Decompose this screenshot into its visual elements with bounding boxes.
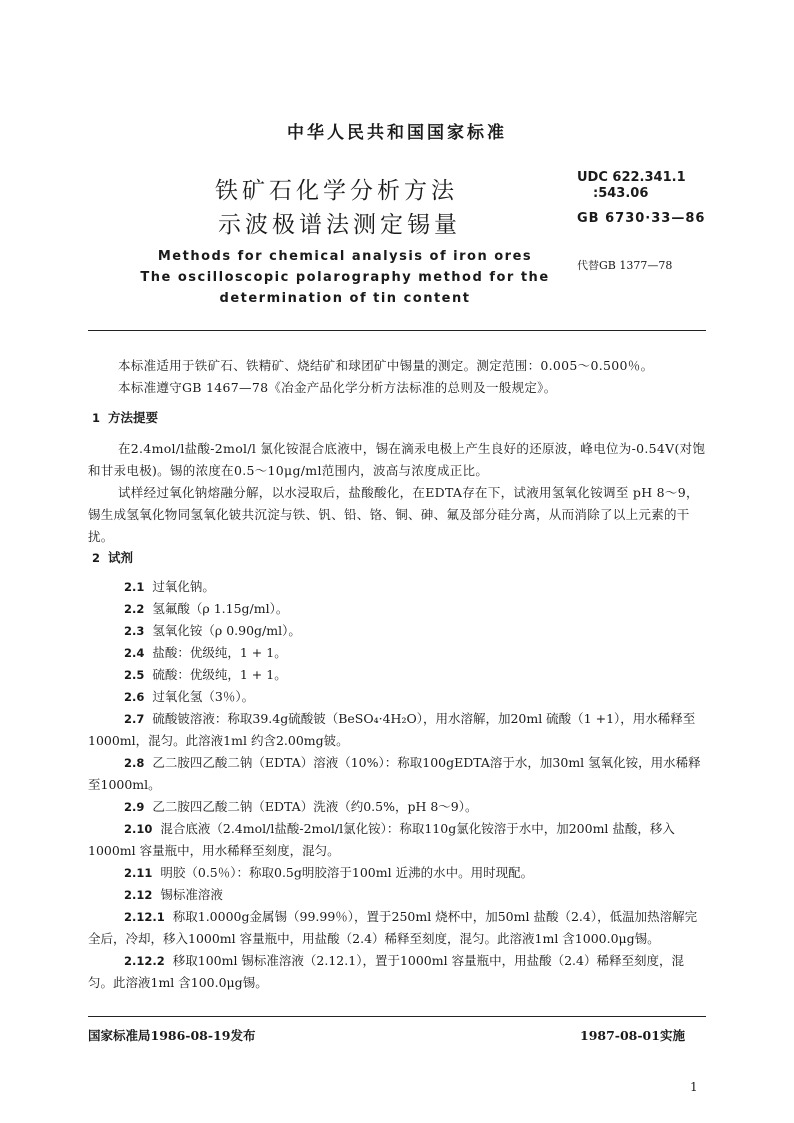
reagent-item	[88, 950, 706, 994]
reagent-item	[88, 862, 706, 884]
reagent-item	[88, 708, 706, 752]
reagent-text: 氢氟酸（ρ 1.15g/ml）。	[152, 601, 289, 616]
standard-header: 中华人民共和国国家标准	[287, 123, 507, 143]
reagent-item	[88, 752, 706, 796]
reagent-number: 2.8	[124, 756, 145, 770]
udc-code	[577, 170, 686, 202]
reagent-item	[88, 576, 706, 598]
page-number: 1	[690, 1080, 698, 1094]
reagent-number: 2.4	[124, 646, 145, 660]
reagent-number: 2.3	[124, 624, 145, 638]
issued-date: 国家标准局1986-08-19发布	[88, 1028, 256, 1043]
effective-date: 1987-08-01实施	[580, 1028, 685, 1043]
reagent-text: 氢氧化铵（ρ 0.90g/ml）。	[152, 623, 301, 638]
reagent-item	[88, 642, 706, 664]
reagent-number: 2.12	[124, 888, 153, 902]
section1-title: 方法提要	[108, 410, 159, 425]
section1-paragraph2: 试样经过氧化钠熔融分解，以水浸取后，盐酸酸化，在EDTA存在下，试液用氢氧化铵调至 pH 8～9，锡生成氢氧化物同氢氧化铍共沉淀与铁、钒、铅、铬、铜、砷、氟及部分硅分离，从而消除了以上元素的干扰。	[88, 485, 699, 544]
reagent-number: 2.2	[124, 602, 145, 616]
reagent-item	[88, 884, 706, 906]
reagent-text: 锡标准溶液	[160, 887, 223, 902]
reagent-text: 过氧化氢（3％）。	[152, 689, 255, 704]
reagent-text: 硫酸铍溶液：称取39.4g硫酸铍（BeSO₄·4H₂O），用水溶解，加20ml 硫酸（1 +1），用水稀释至1000ml，混匀。此溶液1ml 约含2.00mg铍。	[88, 711, 696, 748]
reagent-number: 2.12.2	[124, 954, 165, 968]
title-en-line3: determination of tin content	[219, 291, 471, 306]
section1-number: 1	[92, 411, 101, 425]
reagent-number: 2.5	[124, 668, 145, 682]
udc-line1: UDC 622.341.1	[577, 170, 686, 185]
reagent-number: 2.7	[124, 712, 145, 726]
section1-paragraph1: 在2.4mol/l盐酸-2mol/l 氯化铵混合底液中，锡在滴汞电极上产生良好的还原波，峰电位为-0.54V(对饱和甘汞电极)。锡的浓度在0.5～10μg/ml范围内，波高与浓度成正比。	[88, 441, 706, 478]
reagent-item	[88, 906, 706, 950]
title-en	[110, 246, 580, 309]
reagent-text: 明胶（0.5％）：称取0.5g明胶溶于100ml 近沸的水中。用时现配。	[160, 865, 534, 880]
reagent-text: 乙二胺四乙酸二钠（EDTA）洗液（约0.5%，pH 8～9）。	[152, 799, 478, 814]
reagent-text: 乙二胺四乙酸二钠（EDTA）溶液（10%）：称取100gEDTA溶于水，加30ml 氢氧化铵，用水稀释至1000ml。	[88, 755, 701, 792]
reagent-item	[88, 796, 706, 818]
reagent-text: 过氧化钠。	[152, 579, 215, 594]
reagent-number: 2.11	[124, 866, 153, 880]
section1-heading	[92, 408, 158, 426]
section2-title: 试剂	[108, 550, 134, 565]
reagent-number: 2.12.1	[124, 910, 165, 924]
reagent-item	[88, 598, 706, 620]
reagent-text: 移取100ml 锡标准溶液（2.12.1），置于1000ml 容量瓶中，用盐酸（2.4）稀释至刻度，混匀。此溶液1ml 含100.0μg锡。	[88, 953, 684, 990]
section2-number: 2	[92, 551, 101, 565]
reagent-text: 混合底液（2.4mol/l盐酸-2mol/l氯化铵）：称取110g氯化铵溶于水中，加200ml 盐酸，移入1000ml 容量瓶中，用水稀释至刻度，混匀。	[88, 821, 675, 858]
reagent-text: 盐酸：优级纯，1 + 1。	[152, 645, 287, 660]
reagent-item	[88, 818, 706, 862]
reagent-item	[88, 686, 706, 708]
top-divider	[88, 330, 706, 331]
reagent-text: 硫酸：优级纯，1 + 1。	[152, 667, 287, 682]
title-en-line2: The oscilloscopic polarography method for the	[140, 270, 550, 285]
bottom-divider	[88, 1016, 706, 1017]
reagent-item	[88, 664, 706, 686]
replaces-note: 代替GB 1377—78	[577, 259, 673, 272]
reagent-number: 2.1	[124, 580, 145, 594]
reagent-number: 2.10	[124, 822, 153, 836]
udc-line2: :543.06	[593, 186, 649, 201]
reagent-number: 2.6	[124, 690, 145, 704]
title-zh-line2: 示波极谱法测定锡量	[218, 212, 461, 238]
reagent-text: 称取1.0000g金属锡（99.99％），置于250ml 烧杯中，加50ml 盐酸（2.4），低温加热溶解完全后，冷却，移入1000ml 容量瓶中，用盐酸（2.4）稀释至刻度，混匀。此溶液1ml 含1000.0μg锡。	[88, 909, 698, 946]
compliance-paragraph: 本标准遵守GB 1467—78《冶金产品化学分析方法标准的总则及一般规定》。	[118, 380, 557, 395]
gb-number: GB 6730·33—86	[577, 211, 706, 226]
reagent-number: 2.9	[124, 800, 145, 814]
reagent-item	[88, 620, 706, 642]
section2-heading	[92, 548, 133, 566]
title-en-line1: Methods for chemical analysis of iron ores	[157, 249, 533, 264]
title-zh-line1: 铁矿石化学分析方法	[215, 178, 458, 204]
scope-paragraph: 本标准适用于铁矿石、铁精矿、烧结矿和球团矿中锡量的测定。测定范围：0.005～0.500％。	[118, 358, 654, 373]
